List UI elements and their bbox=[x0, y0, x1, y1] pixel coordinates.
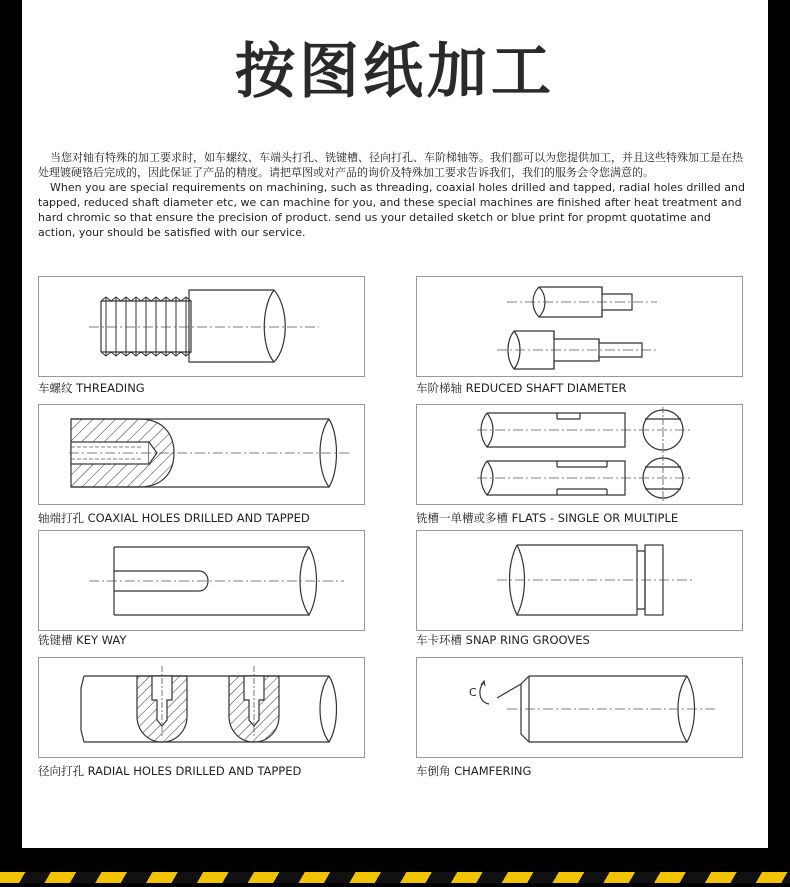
panel-reduced-shaft bbox=[416, 276, 743, 377]
panel-threading bbox=[38, 276, 365, 377]
panel-flats bbox=[416, 404, 743, 505]
chamfer-diagram bbox=[417, 658, 742, 757]
page-title: 按图纸加工 bbox=[235, 37, 555, 107]
panel-coaxial bbox=[38, 404, 365, 505]
right-border bbox=[768, 0, 790, 848]
caption-flats: 铣槽一单槽或多槽 FLATS - SINGLE OR MULTIPLE bbox=[416, 511, 679, 525]
chamfer-angle-label: C bbox=[469, 686, 477, 699]
document-sheet bbox=[22, 0, 768, 848]
caption-radial: 径向打孔 RADIAL HOLES DRILLED AND TAPPED bbox=[38, 764, 302, 778]
caption-snap-ring: 车卡环槽 SNAP RING GROOVES bbox=[416, 633, 590, 647]
panel-snap-ring bbox=[416, 530, 743, 631]
caption-threading: 车螺纹 THREADING bbox=[38, 381, 145, 395]
caption-chamfer: 车倒角 CHAMFERING bbox=[416, 764, 532, 778]
reduced-shaft-diagram bbox=[417, 277, 742, 376]
coaxial-diagram bbox=[39, 405, 364, 504]
caption-keyway: 铣键槽 KEY WAY bbox=[38, 633, 127, 647]
flats-diagram bbox=[417, 405, 742, 504]
intro-chinese: 当您对轴有特殊的加工要求时，如车螺纹、车端头打孔、铣键槽、径向打孔、车阶梯轴等。我们都可以为您提供加工，并且这些特殊加工是在热处理镀硬铬后完成的，因此保证了产品的精度。请把草图或对产品的询价及特殊加工要求告诉我们，我们的服务会令您满意的。 bbox=[38, 151, 743, 179]
caption-reduced-shaft: 车阶梯轴 REDUCED SHAFT DIAMETER bbox=[416, 381, 627, 395]
threading-diagram bbox=[39, 277, 364, 376]
caption-coaxial: 轴端打孔 COAXIAL HOLES DRILLED AND TAPPED bbox=[38, 511, 310, 525]
panel-radial bbox=[38, 657, 365, 758]
keyway-diagram bbox=[39, 531, 364, 630]
intro-text bbox=[38, 150, 750, 240]
left-border bbox=[0, 0, 22, 848]
snap-ring-diagram bbox=[417, 531, 742, 630]
hazard-stripe-footer bbox=[0, 848, 790, 887]
radial-diagram bbox=[39, 658, 364, 757]
panel-chamfer bbox=[416, 657, 743, 758]
intro-english: When you are special requirements on machining, such as threading, coaxial holes drilled and tapped, radial holes drilled and tapped, reduced shaft diameter etc, we can machine for you, and these special machines are finished after heat treatment and hard chromic so that ensure the precision of product. send us your detailed sketch or blue print for propmt quotatime and action, your should be satisfied with our service. bbox=[38, 181, 745, 239]
panel-keyway bbox=[38, 530, 365, 631]
